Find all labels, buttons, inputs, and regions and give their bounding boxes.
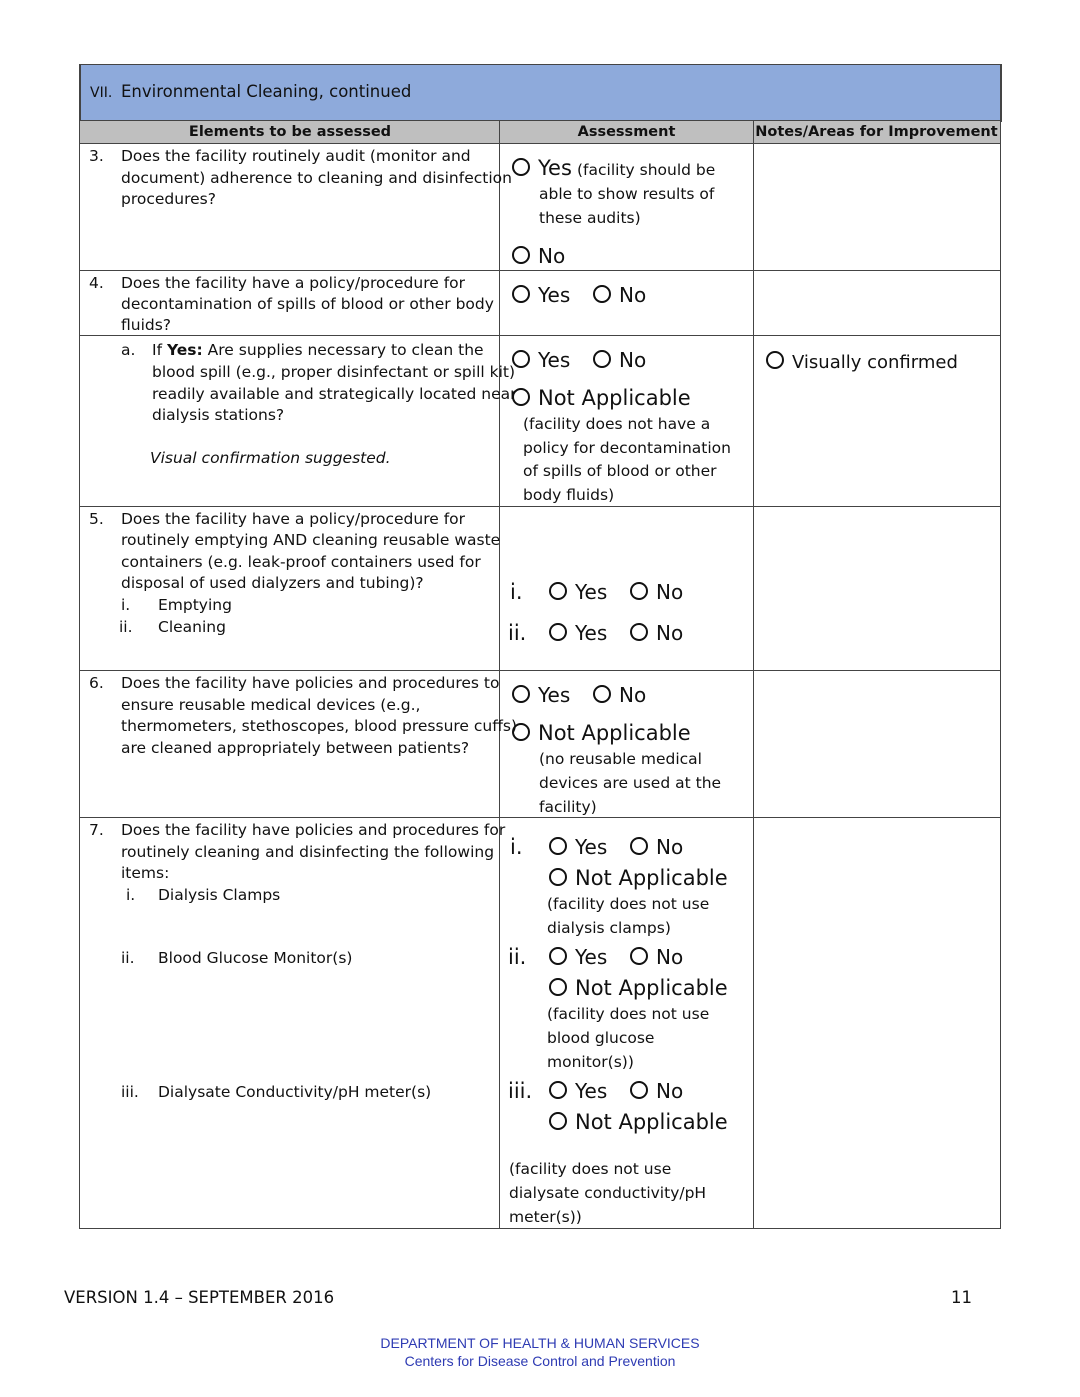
answer-note-line: body fluids) — [523, 486, 615, 504]
row-divider — [79, 670, 1001, 671]
agency-name: Centers for Disease Control and Prevention — [404, 1353, 676, 1369]
q6-na-radio[interactable]: Not Applicable — [512, 723, 691, 744]
question-number: a. — [121, 341, 136, 359]
page-number: 11 — [951, 1288, 972, 1307]
q7-iii-no-radio[interactable]: No — [630, 1081, 683, 1101]
column-divider-1 — [499, 121, 500, 1229]
answer-note-line: (facility does not use — [547, 1005, 710, 1023]
column-divider-2 — [753, 121, 754, 1229]
answer-note-line: dialysate conductivity/pH — [509, 1184, 707, 1202]
question-number: 3. — [89, 147, 104, 165]
answer-note-line: blood glucose — [547, 1029, 655, 1047]
radio-circle-icon — [630, 1081, 648, 1099]
row-divider — [79, 506, 1001, 507]
answer-note-line: facility) — [539, 798, 597, 816]
sub-item-number: ii. — [121, 949, 135, 967]
question-text-line: decontamination of spills of blood or other body — [121, 295, 494, 313]
question-text-line: Does the facility have policies and procedures to — [121, 674, 500, 692]
sub-item-label: Blood Glucose Monitor(s) — [158, 949, 353, 967]
row-divider — [79, 1228, 1001, 1229]
sub-answer-number: i. — [510, 835, 523, 859]
radio-circle-icon — [512, 723, 530, 741]
section-number: VII. — [90, 85, 113, 101]
header-elements: Elements to be assessed — [188, 124, 392, 140]
q4a-yes-radio[interactable]: Yes — [512, 350, 570, 370]
radio-circle-icon — [512, 246, 530, 264]
sub-item-label: Cleaning — [158, 618, 226, 636]
answer-note-line: (facility does not use — [509, 1160, 672, 1178]
department-name: DEPARTMENT OF HEALTH & HUMAN SERVICES — [380, 1335, 700, 1351]
row-divider — [79, 817, 1001, 818]
radio-circle-icon — [512, 158, 530, 176]
question-text-line: fluids? — [121, 316, 172, 334]
question-text-line: are cleaned appropriately between patients? — [121, 739, 470, 757]
question-text-line: Does the facility routinely audit (monitor and — [121, 147, 471, 165]
sub-item-label: Emptying — [158, 596, 232, 614]
sub-answer-number: ii. — [508, 621, 527, 645]
question-text-line: ensure reusable medical devices (e.g., — [121, 696, 421, 714]
question-text-line: items: — [121, 864, 170, 882]
row-divider — [79, 120, 1001, 121]
q4a-no-radio[interactable]: No — [593, 350, 646, 370]
question-number: 7. — [89, 821, 104, 839]
q3-no-radio[interactable]: No — [512, 246, 565, 266]
version-label: VERSION 1.4 – SEPTEMBER 2016 — [64, 1288, 335, 1307]
question-text-line: readily available and strategically located near — [152, 385, 517, 403]
q5-i-yes-radio[interactable]: Yes — [549, 582, 607, 602]
table-border-right — [1000, 64, 1001, 1229]
row-divider — [79, 143, 1001, 144]
question-text-line: Does the facility have a policy/procedure for — [121, 510, 466, 528]
radio-circle-icon — [549, 868, 567, 886]
header-notes: Notes/Areas for Improvement — [755, 124, 998, 140]
sub-item-number: iii. — [121, 1083, 139, 1101]
q7-ii-no-radio[interactable]: No — [630, 947, 683, 967]
section-title: Environmental Cleaning, continued — [121, 82, 412, 101]
radio-circle-icon — [549, 623, 567, 641]
question-text-line: Does the facility have a policy/procedure for — [121, 274, 466, 292]
visually-confirmed-radio[interactable]: Visually confirmed — [766, 351, 958, 372]
radio-circle-icon — [630, 947, 648, 965]
radio-circle-icon — [549, 582, 567, 600]
question-number: 6. — [89, 674, 104, 692]
radio-circle-icon — [549, 1081, 567, 1099]
radio-circle-icon — [593, 285, 611, 303]
answer-note-line: policy for decontamination — [523, 439, 731, 457]
q6-no-radio[interactable]: No — [593, 685, 646, 705]
radio-circle-icon — [512, 388, 530, 406]
q4-yes-radio[interactable]: Yes — [512, 285, 570, 305]
answer-note-line: these audits) — [539, 209, 641, 227]
row-divider — [79, 335, 1001, 336]
answer-note-line: monitor(s)) — [547, 1053, 634, 1071]
question-text-line: Does the facility have policies and procedures for — [121, 821, 506, 839]
question-text-line: document) adherence to cleaning and disinfection — [121, 169, 512, 187]
question-text-line: dialysis stations? — [152, 406, 285, 424]
sub-item-label: Dialysis Clamps — [158, 886, 281, 904]
question-text-line: blood spill (e.g., proper disinfectant or spill kit) — [152, 363, 516, 381]
answer-note-line: dialysis clamps) — [547, 919, 671, 937]
q7-iii-na-radio[interactable]: Not Applicable — [549, 1112, 728, 1133]
question-text-line: disposal of used dialyzers and tubing)? — [121, 574, 424, 592]
q5-ii-yes-radio[interactable]: Yes — [549, 623, 607, 643]
answer-note-line: (facility does not have a — [523, 415, 711, 433]
question-text-line: procedures? — [121, 190, 216, 208]
row-divider — [79, 270, 1001, 271]
question-number: 5. — [89, 510, 104, 528]
radio-circle-icon — [593, 350, 611, 368]
radio-circle-icon — [512, 685, 530, 703]
sub-item-number: i. — [121, 596, 131, 614]
radio-circle-icon — [549, 947, 567, 965]
q6-yes-radio[interactable]: Yes — [512, 685, 570, 705]
question-text-line: routinely emptying AND cleaning reusable waste — [121, 531, 501, 549]
question-text-line: If Yes: Are supplies necessary to clean the — [152, 341, 484, 359]
answer-note-line: (facility does not use — [547, 895, 710, 913]
q7-ii-na-radio[interactable]: Not Applicable — [549, 978, 728, 999]
answer-note-line: meter(s)) — [509, 1208, 582, 1226]
table-border-left — [79, 64, 80, 1229]
answer-note-line: devices are used at the — [539, 774, 722, 792]
q7-i-no-radio[interactable]: No — [630, 837, 683, 857]
sub-item-number: ii. — [119, 618, 133, 636]
header-assessment: Assessment — [577, 124, 676, 140]
radio-circle-icon — [766, 351, 784, 369]
visual-confirmation-hint: Visual confirmation suggested. — [150, 449, 391, 467]
q4-no-radio[interactable]: No — [593, 285, 646, 305]
sub-answer-number: ii. — [508, 945, 527, 969]
sub-answer-number: i. — [510, 580, 523, 604]
q7-i-yes-radio[interactable]: Yes — [549, 837, 607, 857]
radio-circle-icon — [549, 837, 567, 855]
question-text-line: thermometers, stethoscopes, blood pressure cuffs) — [121, 717, 518, 735]
question-text-line: containers (e.g. leak-proof containers used for — [121, 553, 481, 571]
question-text-line: routinely cleaning and disinfecting the following — [121, 843, 495, 861]
q7-ii-yes-radio[interactable]: Yes — [549, 947, 607, 967]
q7-iii-yes-radio[interactable]: Yes — [549, 1081, 607, 1101]
radio-circle-icon — [630, 582, 648, 600]
radio-circle-icon — [549, 1112, 567, 1130]
q4a-na-radio[interactable]: Not Applicable — [512, 388, 691, 409]
radio-circle-icon — [512, 350, 530, 368]
answer-note-line: able to show results of — [539, 185, 715, 203]
sub-item-number: i. — [126, 886, 136, 904]
sub-item-label: Dialysate Conductivity/pH meter(s) — [158, 1083, 432, 1101]
q5-i-no-radio[interactable]: No — [630, 582, 683, 602]
radio-circle-icon — [593, 685, 611, 703]
q7-i-na-radio[interactable]: Not Applicable — [549, 868, 728, 889]
radio-circle-icon — [630, 623, 648, 641]
radio-circle-icon — [630, 837, 648, 855]
sub-answer-number: iii. — [508, 1079, 533, 1103]
answer-note-line: (no reusable medical — [539, 750, 702, 768]
q5-ii-no-radio[interactable]: No — [630, 623, 683, 643]
q3-yes-radio[interactable]: Yes (facility should be — [512, 158, 715, 179]
question-number: 4. — [89, 274, 104, 292]
radio-circle-icon — [512, 285, 530, 303]
answer-note-line: of spills of blood or other — [523, 462, 717, 480]
radio-circle-icon — [549, 978, 567, 996]
